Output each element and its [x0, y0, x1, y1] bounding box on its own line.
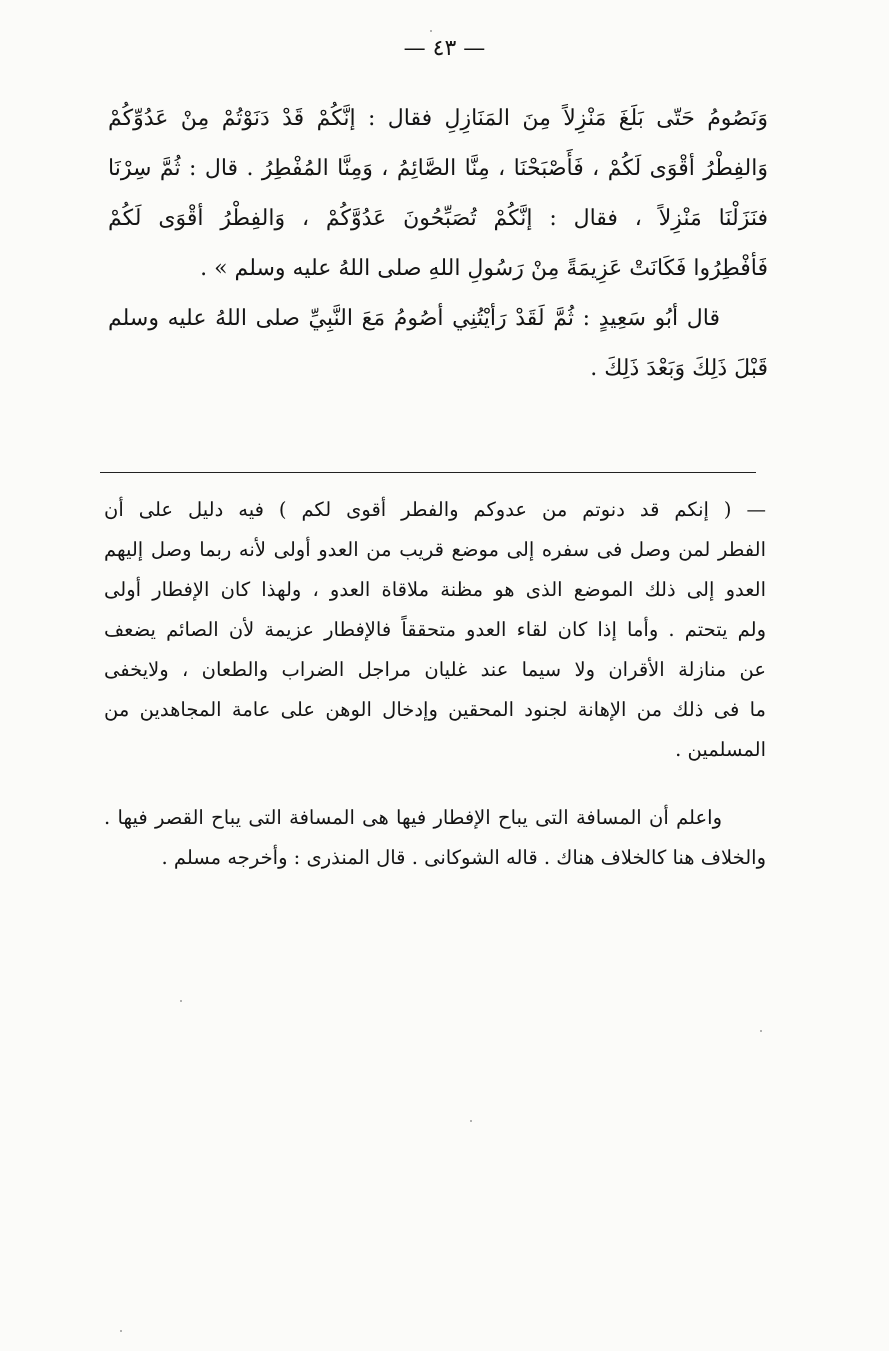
- commentary-line: العدو إلى ذلك الموضع الذى هو مظنة ملاقاة العدو ، ولهذا كان الإفطار أولى: [104, 578, 766, 601]
- commentary-line: ما فى ذلك من الإهانة لجنود المحقين وإدخال الوهن على عامة المجاهدين من: [104, 698, 766, 721]
- commentary-line: الفطر لمن وصل فى سفره إلى موضع قريب من العدو أولى لأنه ربما وصل إليهم: [104, 538, 766, 561]
- commentary-line: — ( إنكم قد دنوتم من عدوكم والفطر أقوى لكم ) فيه دليل على أن: [104, 498, 766, 521]
- hadith-line: فنَزَلْنَا مَنْزِلاً ، فقال : إنَّكُمْ تُصَبِّحُونَ عَدُوَّكُمْ ، وَالفِطْرُ أقْوَى لَكُمْ: [108, 206, 768, 231]
- commentary-line: واعلم أن المسافة التى يباح الإفطار فيها هى المسافة التى يباح القصر فيها .: [104, 806, 722, 829]
- commentary-line: عن منازلة الأقران ولا سيما عند غليان مراجل الضراب والطعان ، ولايخفى: [104, 658, 766, 681]
- commentary-block: [104, 490, 766, 878]
- hadith-line: وَنَصُومُ حَتّى بَلَغَ مَنْزِلاً مِنَ المَنَازِلِ فقال : إنَّكُمْ قَدْ دَنَوْتُمْ مِنْ عَدُوِّكُمْ: [108, 106, 768, 131]
- hadith-line: فَأفْطِرُوا فَكَانَتْ عَزِيمَةً مِنْ رَسُولِ اللهِ صلى اللهُ عليه وسلم » .: [200, 256, 768, 281]
- hadith-line: قال أبُو سَعِيدٍ : ثُمَّ لَقَدْ رَأيْتُنِي أصُومُ مَعَ النَّبِيِّ صلى اللهُ عليه وسلم: [108, 306, 720, 331]
- scan-speck: [180, 1000, 182, 1002]
- scan-speck: [760, 1030, 762, 1032]
- hadith-text-block: [108, 94, 768, 394]
- commentary-line: ولم يتحتم . وأما إذا كان لقاء العدو متحققاً فالإفطار عزيمة لأن الصائم يضعف: [104, 618, 766, 641]
- scan-speck: [470, 1120, 472, 1122]
- footnote-divider: [100, 472, 756, 473]
- commentary-line: والخلاف هنا كالخلاف هناك . قاله الشوكانى . قال المنذرى : وأخرجه مسلم .: [161, 846, 766, 869]
- page-number: — ٤٣ —: [403, 36, 486, 61]
- scan-speck: [430, 30, 432, 32]
- hadith-line: قَبْلَ ذَلِكَ وَبَعْدَ ذَلِكَ .: [590, 356, 768, 381]
- scan-speck: [120, 1330, 122, 1332]
- commentary-line: المسلمين .: [675, 738, 766, 761]
- hadith-line: وَالفِطْرُ أقْوَى لَكُمْ ، فَأَصْبَحْنَا ، مِنَّا الصَّائِمُ ، وَمِنَّا المُفْطِرُ . قال : ثُمَّ سِرْنَا: [108, 156, 768, 181]
- paragraph-gap: [104, 770, 766, 798]
